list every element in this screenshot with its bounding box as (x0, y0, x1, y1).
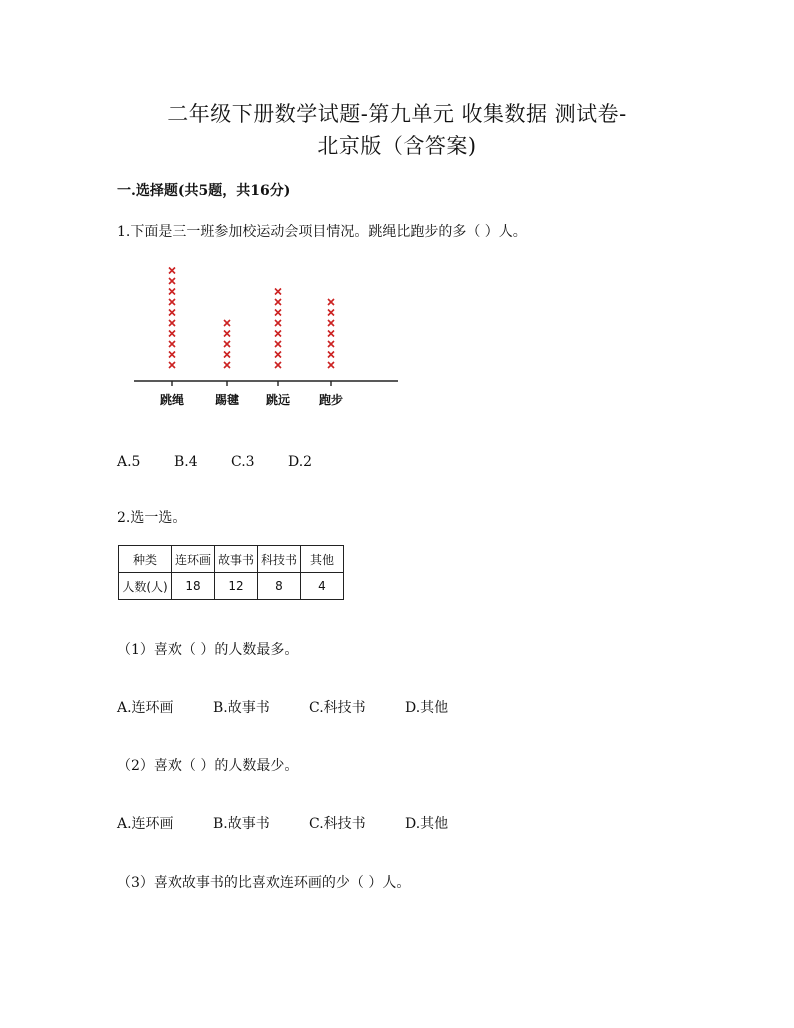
chart-marker-4-5 (328, 320, 334, 326)
chart-category-label: 踢毽 (214, 393, 240, 407)
chart-marker-1-10 (169, 268, 175, 274)
table-cell: 8 (258, 573, 301, 600)
chart-marker-3-8 (275, 289, 281, 295)
table-cell: 12 (215, 573, 258, 600)
q2-sub2-option-a[interactable]: A.连环画 (117, 816, 174, 832)
chart-marker-1-7 (169, 299, 175, 305)
q1-text: 1.下面是三一班参加校运动会项目情况。跳绳比跑步的多（ ）人。 (117, 224, 527, 240)
chart-category-label: 跑步 (318, 393, 344, 407)
table-cell: 4 (301, 573, 344, 600)
chart-marker-3-6 (275, 310, 281, 316)
chart-marker-2-4 (224, 331, 230, 337)
chart-marker-4-2 (328, 352, 334, 358)
doc-title-line2: 北京版（含答案) (317, 134, 477, 158)
q2-sub2-option-c[interactable]: C.科技书 (309, 816, 366, 832)
table-cell: 科技书 (258, 546, 301, 573)
chart-marker-1-3 (169, 341, 175, 347)
chart-marker-1-2 (169, 352, 175, 358)
data-table (118, 545, 344, 600)
chart-marker-4-3 (328, 341, 334, 347)
chart-marker-1-9 (169, 278, 175, 284)
chart-marker-3-4 (275, 331, 281, 337)
table-cell: 种类 (119, 546, 172, 573)
q2-sub1-option-c[interactable]: C.科技书 (309, 700, 366, 716)
table-cell: 故事书 (215, 546, 258, 573)
table-cell: 人数(人) (119, 573, 172, 600)
q2-sub1-option-b[interactable]: B.故事书 (213, 700, 270, 716)
q1-option-b[interactable]: B.4 (174, 454, 198, 470)
table-header-row (119, 546, 344, 573)
q2-sub2-option-d[interactable]: D.其他 (405, 816, 449, 832)
chart-marker-1-8 (169, 289, 175, 295)
chart-category-label: 跳远 (265, 393, 291, 407)
dot-plot-chart (128, 262, 408, 412)
chart-marker-1-4 (169, 331, 175, 337)
chart-marker-4-1 (328, 362, 334, 368)
q2-sub3-text: （3）喜欢故事书的比喜欢连环画的少（ ）人。 (117, 875, 411, 891)
table-row (119, 573, 344, 600)
chart-marker-2-2 (224, 352, 230, 358)
chart-marker-1-6 (169, 310, 175, 316)
chart-marker-3-1 (275, 362, 281, 368)
table-cell: 其他 (301, 546, 344, 573)
chart-marker-2-1 (224, 362, 230, 368)
doc-title-line1: 二年级下册数学试题-第九单元 收集数据 测试卷- (167, 102, 627, 126)
chart-marker-3-2 (275, 352, 281, 358)
q1-option-c[interactable]: C.3 (231, 454, 255, 470)
q2-sub2-option-b[interactable]: B.故事书 (213, 816, 270, 832)
q2-sub2-text: （2）喜欢（ ）的人数最少。 (117, 758, 299, 774)
chart-marker-3-7 (275, 299, 281, 305)
chart-marker-4-4 (328, 331, 334, 337)
chart-marker-2-3 (224, 341, 230, 347)
chart-marker-1-1 (169, 362, 175, 368)
chart-marker-2-5 (224, 320, 230, 326)
section-heading: 一.选择题(共5题，共16分) (117, 183, 291, 199)
q2-sub1-option-d[interactable]: D.其他 (405, 700, 449, 716)
q1-option-a[interactable]: A.5 (117, 454, 141, 470)
table-cell: 18 (172, 573, 215, 600)
q1-option-d[interactable]: D.2 (288, 454, 313, 470)
chart-marker-4-7 (328, 299, 334, 305)
chart-marker-3-5 (275, 320, 281, 326)
q2-sub1-text: （1）喜欢（ ）的人数最多。 (117, 642, 299, 658)
q2-text: 2.选一选。 (117, 510, 187, 526)
q2-sub1-option-a[interactable]: A.连环画 (117, 700, 174, 716)
chart-marker-3-3 (275, 341, 281, 347)
chart-marker-1-5 (169, 320, 175, 326)
chart-category-label: 跳绳 (159, 393, 185, 407)
chart-marker-4-6 (328, 310, 334, 316)
table-cell: 连环画 (172, 546, 215, 573)
